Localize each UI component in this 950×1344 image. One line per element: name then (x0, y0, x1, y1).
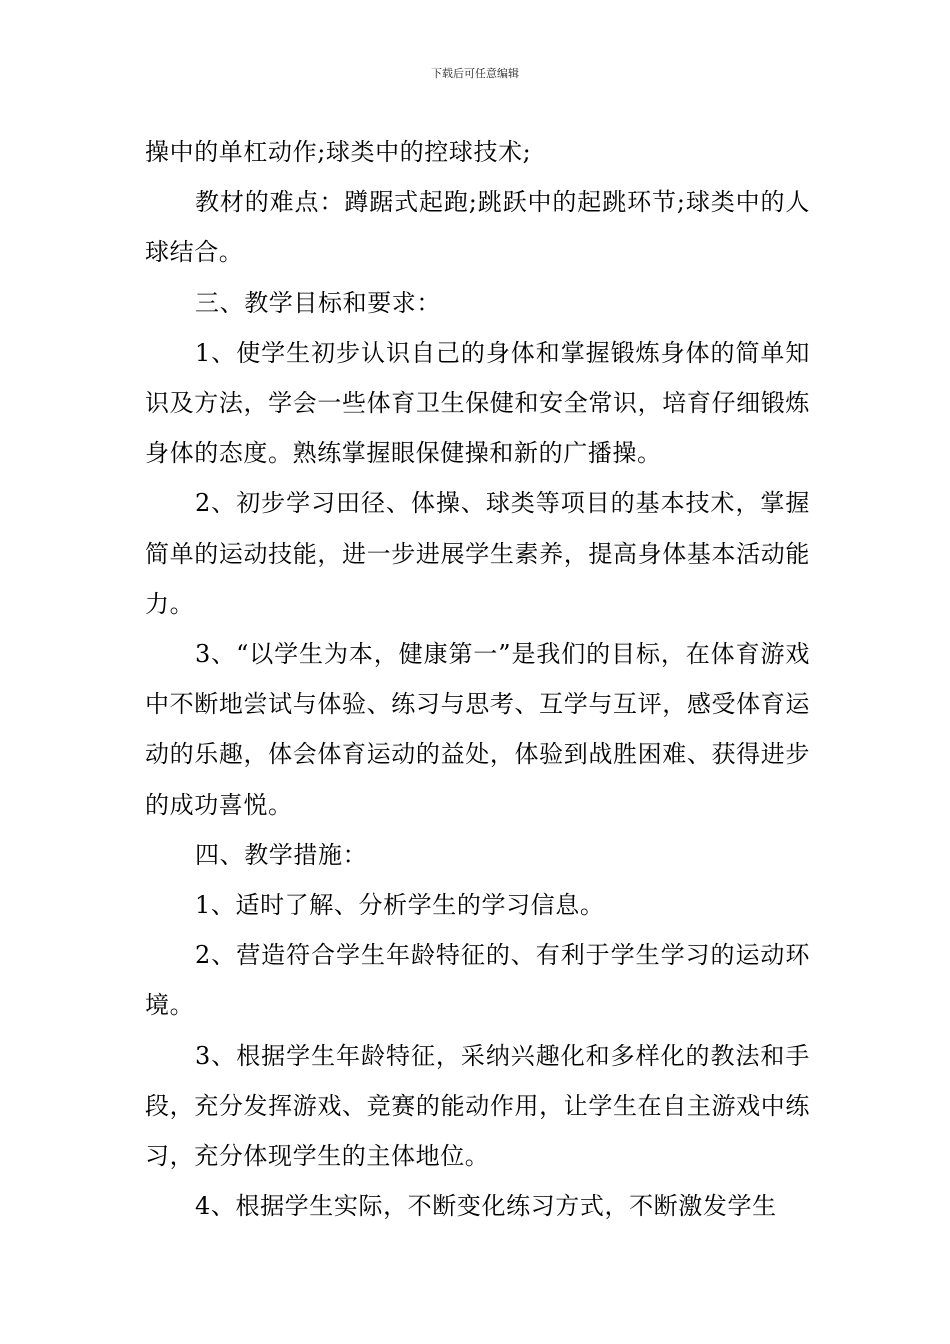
paragraph-measure-3: 3、根据学生年龄特征，采纳兴趣化和多样化的教法和手段，充分发挥游戏、竞赛的能动作用，让学生在自主游戏中练习，充分体现学生的主体地位。 (145, 1041, 810, 1171)
section-heading-goals: 三、教学目标和要求： (195, 288, 441, 317)
paragraph-goal-2: 2、初步学习田径、体操、球类等项目的基本技术，掌握简单的运动技能，进一步进展学生素养，提高身体基本活动能力。 (145, 489, 810, 618)
page-header-note: 下载后可任意编辑 (431, 67, 519, 80)
paragraph-difficulty: 教材的难点：蹲踞式起跑;跳跃中的起跳环节;球类中的人球结合。 (145, 188, 810, 267)
document-body (145, 127, 810, 1231)
paragraph-continuation: 操中的单杠动作;球类中的控球技术; (145, 138, 532, 166)
paragraph-measure-4: 4、根据学生实际，不断变化练习方式，不断激发学生 (195, 1192, 777, 1221)
paragraph-measure-2: 2、营造符合学生年龄特征的、有利于学生学习的运动环境。 (145, 941, 810, 1020)
section-heading-measures: 四、教学措施： (195, 840, 368, 869)
paragraph-measure-1: 1、适时了解、分析学生的学习信息。 (195, 891, 605, 920)
paragraph-goal-1: 1、使学生初步认识自己的身体和掌握锻炼身体的简单知识及方法，学会一些体育卫生保健和安全常识，培育仔细锻炼身体的态度。熟练掌握眼保健操和新的广播操。 (145, 338, 810, 468)
paragraph-goal-3: 3、“以学生为本，健康第一”是我们的目标，在体育游戏中不断地尝试与体验、练习与思考、互学与互评，感受体育运动的乐趣，体会体育运动的益处，体验到战胜困难、获得进步的成功喜悦。 (145, 640, 810, 819)
